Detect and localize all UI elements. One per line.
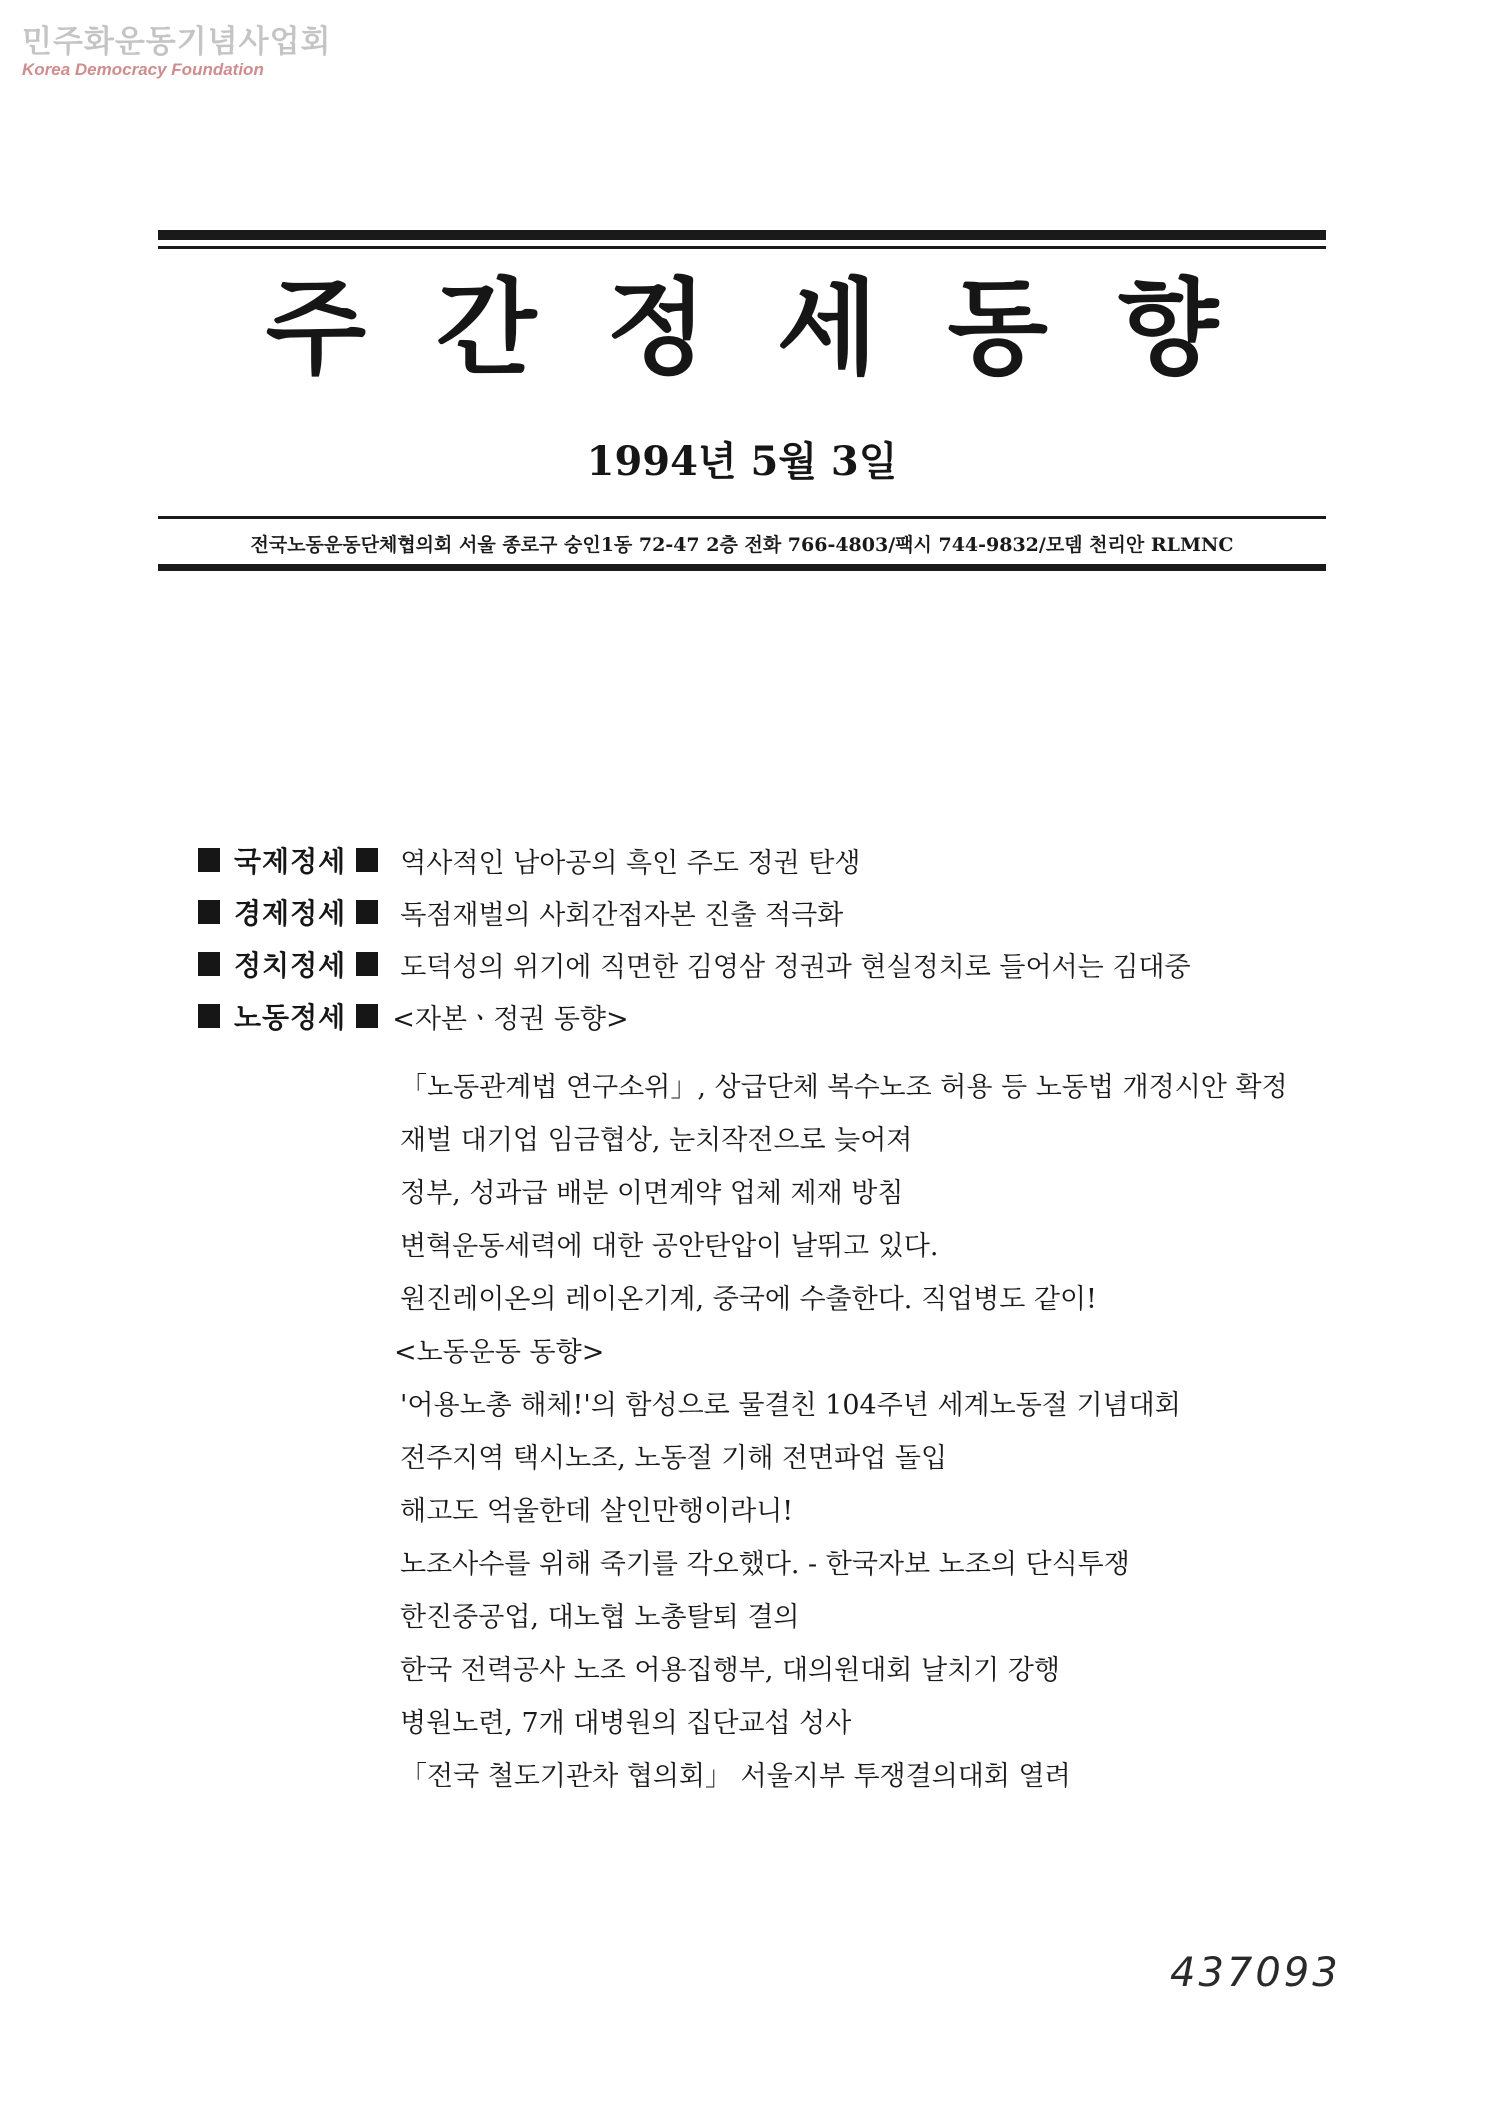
list-item: 정부, 성과급 배분 이면계약 업체 제재 방침 xyxy=(400,1178,904,1209)
bullet-square-icon xyxy=(356,1004,378,1028)
publisher-top-rule xyxy=(158,516,1326,519)
list-item: 노조사수를 위해 죽기를 각오했다. - 한국자보 노조의 단식투쟁 xyxy=(400,1549,1130,1580)
list-item: 「노동관계법 연구소위」, 상급단체 복수노조 허용 등 노동법 개정시안 확정 xyxy=(400,1072,1288,1103)
masthead-top-rule xyxy=(158,230,1326,240)
issue-date: 1994년 5월 3일 xyxy=(586,438,898,485)
section-label: 경제정세 xyxy=(234,897,347,930)
section-labor xyxy=(198,990,1298,1042)
section-headline: 도덕성의 위기에 직면한 김영삼 정권과 현실정치로 들어서는 김대중 xyxy=(400,951,1191,983)
publisher-line: 전국노동운동단체협의회 서울 종로구 숭인1동 72-47 2층 전화 766-4803/팩시 744-9832/모뎀 천리안 RLMNC xyxy=(250,534,1234,556)
list-item: 한국 전력공사 노조 어용집행부, 대의원대회 날치기 강행 xyxy=(400,1655,1060,1686)
section-economy xyxy=(198,886,1298,938)
list-item: 재벌 대기업 임금협상, 눈치작전으로 늦어져 xyxy=(400,1125,913,1156)
bullet-square-icon xyxy=(356,848,378,872)
list-item: 해고도 억울한데 살인만행이라니! xyxy=(400,1496,794,1527)
list-item: 「전국 철도기관차 협의회」 서울지부 투쟁결의대회 열려 xyxy=(400,1761,1071,1792)
section-headline: 독점재벌의 사회간접자본 진출 적극화 xyxy=(400,899,844,931)
watermark-korean: 민주화운동기념사업회 xyxy=(22,24,332,60)
contents-list xyxy=(198,834,1298,1042)
list-item: 변혁운동세력에 대한 공안탄압이 날뛰고 있다. xyxy=(400,1231,939,1262)
list-item: '어용노총 해체!'의 함성으로 물결친 104주년 세계노동절 기념대회 xyxy=(400,1390,1181,1421)
list-item: 한진중공업, 대노협 노총탈퇴 결의 xyxy=(400,1602,800,1633)
foundation-watermark xyxy=(22,24,331,80)
section-headline: 역사적인 남아공의 흑인 주도 정권 탄생 xyxy=(400,847,861,879)
bullet-square-icon xyxy=(198,1004,220,1028)
section-label: 노동정세 xyxy=(234,1001,347,1034)
section-label: 국제정세 xyxy=(234,845,347,878)
bullet-square-icon xyxy=(356,900,378,924)
list-item: 병원노련, 7개 대병원의 집단교섭 성사 xyxy=(400,1708,852,1739)
labor-capital-list xyxy=(394,1062,1300,1804)
section-politics xyxy=(198,938,1298,990)
bullet-square-icon xyxy=(198,952,220,976)
publisher-bottom-rule xyxy=(158,564,1326,571)
newsletter-title: 주간정세동향 xyxy=(265,267,1289,389)
archive-number: 437093 xyxy=(1170,1950,1341,1996)
section-international xyxy=(198,834,1298,886)
masthead-top-thin-rule xyxy=(158,246,1326,249)
list-item: 전주지역 택시노조, 노동절 기해 전면파업 돌입 xyxy=(400,1443,948,1474)
labor-movement-heading: <노동운동 동향> xyxy=(394,1337,605,1368)
list-item: 원진레이온의 레이온기계, 중국에 수출한다. 직업병도 같이! xyxy=(400,1284,1097,1315)
watermark-english: Korea Democracy Foundation xyxy=(22,60,264,79)
bullet-square-icon xyxy=(356,952,378,976)
bullet-square-icon xyxy=(198,900,220,924)
section-label: 정치정세 xyxy=(234,949,347,982)
bullet-square-icon xyxy=(198,848,220,872)
labor-capital-heading: <자본ㆍ정권 동향> xyxy=(392,1003,629,1035)
